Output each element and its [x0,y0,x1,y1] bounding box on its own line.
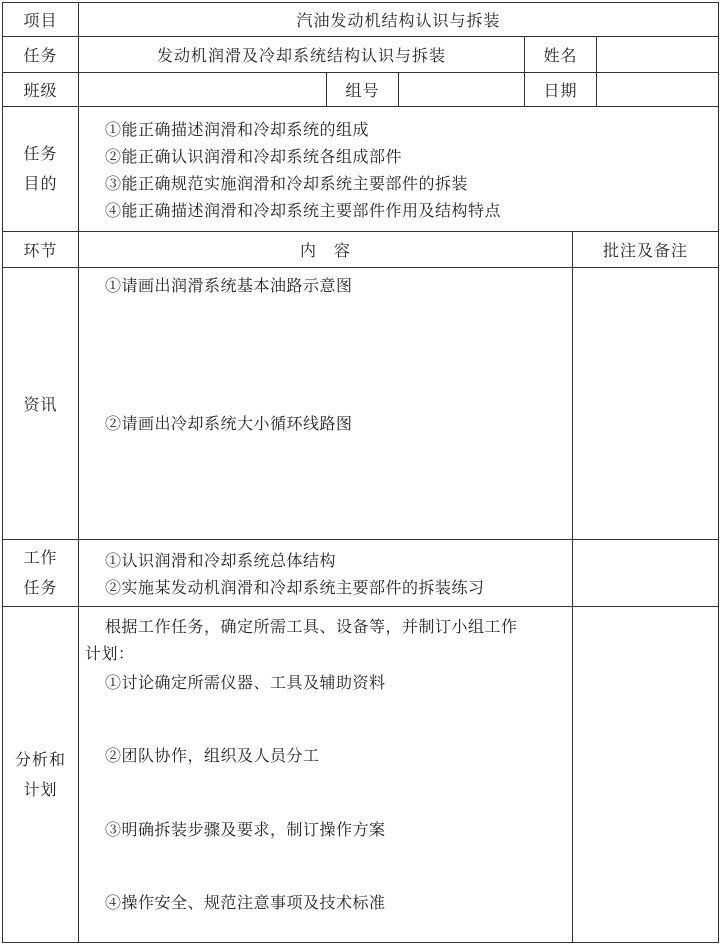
plan-label-line2: 计划 [23,779,58,799]
plan-label [3,607,78,942]
plan-notes-area[interactable] [573,607,718,942]
plan-intro-line2: 计划： [85,644,135,663]
class-field[interactable] [79,73,326,106]
work-task-item: ①认识润滑和冷却系统总体结构 [105,551,337,570]
purpose-item: ④能正确描述润滑和冷却系统主要部件作用及结构特点 [105,201,502,220]
purpose-item: ①能正确描述润滑和冷却系统的组成 [105,120,370,139]
purpose-label-line1: 任务 [23,144,58,163]
name-field[interactable] [597,37,718,72]
group-field[interactable] [399,73,524,106]
notes-column-heading: 批注及备注 [602,241,688,260]
content-column-heading: 内 容 [299,241,351,260]
purpose-label [3,107,78,231]
task-label: 任务 [23,46,58,65]
date-field[interactable] [597,73,718,106]
name-label: 姓名 [543,46,578,65]
project-value: 汽油发动机结构认识与拆装 [296,11,501,30]
task-value: 发动机润滑及冷却系统结构认识与拆装 [156,46,446,65]
class-label: 班级 [23,81,58,100]
plan-intro-line1: 根据工作任务，确定所需工具、设备等，并制订小组工作 [105,617,518,636]
info-question-cooling-circuit: ②请画出冷却系统大小循环线路图 [105,414,353,433]
work-task-label-line1: 工作 [23,548,58,567]
cooling-circuit-drawing-area[interactable] [79,437,572,537]
plan-item: ④操作安全、规范注意事项及技术标准 [105,893,386,912]
row-divider [3,106,718,107]
info-label: 资讯 [23,395,58,414]
form-table [2,2,719,943]
purpose-item: ③能正确规范实施润滑和冷却系统主要部件的拆装 [105,174,469,193]
work-task-label [3,540,78,606]
work-task-label-line2: 任务 [23,578,58,597]
info-question-oil-circuit: ①请画出润滑系统基本油路示意图 [105,276,353,295]
info-notes-area[interactable] [573,268,718,539]
purpose-label-line2: 目的 [23,174,58,193]
oil-circuit-drawing-area[interactable] [79,299,572,399]
work-task-item: ②实施某发动机润滑和冷却系统主要部件的拆装练习 [105,578,485,597]
date-label: 日期 [543,81,578,100]
stage-column-heading: 环节 [23,241,58,260]
plan-label-line1: 分析和 [14,749,66,769]
purpose-item: ②能正确认识润滑和冷却系统各组成部件 [105,147,403,166]
plan-intro [85,613,570,667]
plan-item: ②团队协作，组织及人员分工 [105,746,320,765]
group-label: 组号 [345,81,380,100]
project-label: 项目 [23,11,58,30]
plan-item: ③明确拆装步骤及要求，制订操作方案 [105,820,386,839]
plan-item: ①讨论确定所需仪器、工具及辅助资料 [105,673,386,692]
work-notes-area[interactable] [573,540,718,606]
